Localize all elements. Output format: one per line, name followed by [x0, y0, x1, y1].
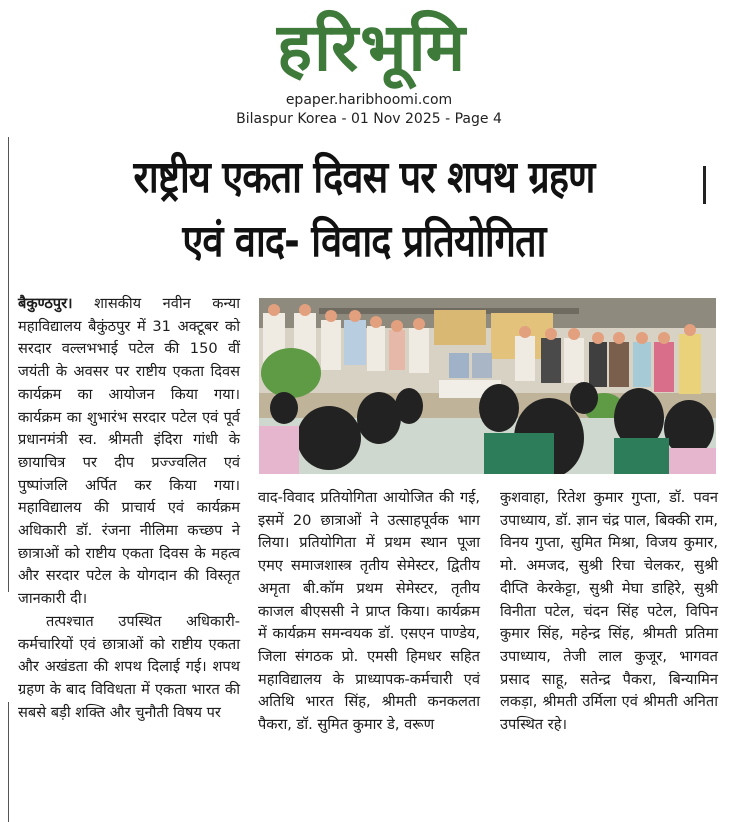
paragraph-2: तत्पश्चात उपस्थित अधिकारी-कर्मचारियों एवं छात्राओं को राष्टीय एकता और अखंडता की शपथ दिलाई गई। शपथ ग्रहण के बाद विविधता में एकता भारत की सबसे बड़ी शक्ति और चुनौती विषय पर	[18, 612, 240, 721]
paragraph-4: कुशवाहा, रितेश कुमार गुप्ता, डॉ. पवन उपाध्याय, डॉ. ज्ञान चंद्र पाल, बिक्की राम, विनय गुप्ता, सुमित मिश्रा, विजय कुमार, मो. अमजद, सुश्री रिचा चेलकर, सुश्री दीप्ति केरकेट्टा, सुश्री मेघा डाहिरे, सुश्री विनीता पटेल, चंदन सिंह पटेल, विपिन कुमार सिंह, महेन्द्र सिंह, श्रीमती प्रतिमा उपाध्याय, तेजी लाल कुजूर, भागवत प्रसाद साहू, सतेन्द्र पैकरा, बिन्यामिन लकड़ा, श्रीमती उर्मिला एवं श्रीमती अनिता उपस्थित रहे।	[500, 489, 718, 734]
article-headline	[14, 146, 714, 274]
headline-line-1: राष्ट्रीय एकता दिवस पर शपथ ग्रहण	[133, 152, 595, 203]
paragraph-1-text: शासकीय नवीन कन्या महाविद्यालय बैकुंठपुर में 31 अक्टूबर को सरदार वल्लभभाई पटेल की 150 वीं जयंती के अवसर पर राष्टीय एकता दिवस कार्यक्रम का आयोजन किया गया। कार्यक्रम का शुभारंभ सरदार पटेल एवं पूर्व प्रधानमंत्री स्व. श्रीमती इंदिरा गांधी के छायाचित्र पर दीप प्रज्ज्वलित एवं पुष्पांजलि अर्पित कर किया गया। महाविद्यालय की प्राचार्य एवं कार्यक्रम अधिकारी डॉ. रंजना नीलिमा कच्छप ने छात्राओं को राष्टीय एकता दिवस के महत्व और सरदार पटेल के योगदान की विस्तृत जानकारी दी।	[18, 295, 240, 608]
epaper-url: epaper.haribhoomi.com	[285, 92, 453, 108]
masthead	[0, 0, 738, 135]
article-column-3	[500, 487, 718, 737]
column-rule-left-lower	[8, 702, 9, 822]
pledge-photo-illustration	[259, 298, 716, 474]
article-photo	[259, 298, 716, 474]
paragraph-3: वाद-विवाद प्रतियोगिता आयोजित की गई, इसमें 20 छात्राओं ने उत्साहपूर्वक भाग लिया। प्रतियोगिता में प्रथम स्थान पूजा एमए समाजशास्त्र तृतीय सेमेस्टर, द्वितीय अमृता बी.कॉम प्रथम सेमेस्टर, तृतीय काजल बीएससी ने प्राप्त किया। कार्यक्रम में कार्यक्रम समन्वयक डॉ. एसएन पाण्डेय, जिला संगठक प्रो. एमसी हिमधर सहित महाविद्यालय के प्राध्यापक-कर्मचारी एवं अतिथि भारत सिंह, श्रीमती कनकलता पैकरा, डॉ. सुमित कुमार डे, वरूण	[258, 489, 480, 734]
headline-line-2: एवं वाद- विवाद प्रतियोगिता	[182, 216, 546, 267]
column-rule-left	[8, 137, 9, 592]
edition-info: Bilaspur Korea - 01 Nov 2025 - Page 4	[236, 111, 502, 127]
paragraph-1	[18, 293, 240, 611]
newspaper-logo	[222, 10, 522, 86]
logo-text: हरिभूमि	[276, 9, 468, 86]
dateline: बैकुण्ठपुर।	[18, 295, 73, 312]
article-column-2	[258, 487, 480, 737]
article-column-1	[18, 293, 240, 724]
